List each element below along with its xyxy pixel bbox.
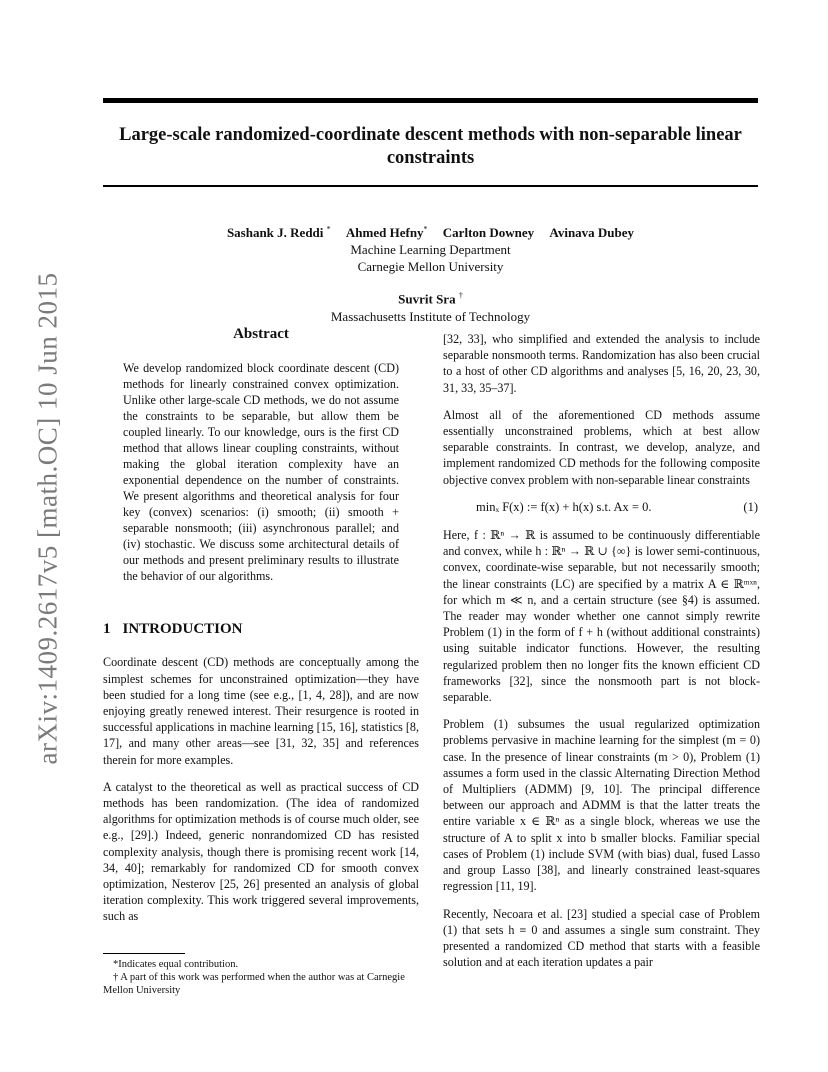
right-paragraph-3: Here, f : ℝⁿ → ℝ is assumed to be continuously differentiable and convex, while h : ℝⁿ → ℝ ∪ {∞} is lower semi-continuous, convex, coordinate-wise separable, but not necessarily smooth; the linear constraints (LC) are specified by a matrix A ∈ ℝᵐˣⁿ, for which m ≪ n, and a certain structure (see §4) is assumed. The reader may wonder whether one cannot simply rewrite Problem (1) in the form of f + h (without additional constraints) using suitable indicator functions. However, the resulting regularized problem then no longer fits the known efficient CD frameworks [32], since the nonsmooth part is not block-separable.: [443, 528, 760, 705]
abstract-text: We develop randomized block coordinate descent (CD) methods for linearly constrained convex optimization. Unlike other large-scale CD methods, we do not assume the constraints to be separable, but allow them be coupled linearly. To our knowledge, ours is the first CD method that allows linear coupling constraints, without making the global iteration complexity have an exponential dependence on the number of constraints. We present algorithms and theoretical analysis for four key (convex) scenarios: (i) smooth; (ii) smooth + separable nonsmooth; (iii) asynchronous parallel; and (iv) stochastic. We discuss some architectural details of our methods and present preliminary results to illustrate the behavior of our algorithms.: [123, 361, 399, 584]
section-title: INTRODUCTION: [122, 621, 243, 638]
affiliation-university-2: Massachusetts Institute of Technology: [330, 308, 531, 324]
title-line-2: constraints: [386, 148, 475, 168]
right-paragraph-2: Almost all of the aforementioned CD methods assume essentially unconstrained problems, which at best allow separable constraints. In contrast, we develop, analyze, and implement randomized CD methods for the following composite objective convex problem with non-separable linear constraints: [443, 407, 760, 487]
author-names-row: [103, 221, 758, 241]
author-5: Suvrit Sra †: [398, 291, 463, 307]
section-heading-introduction: [103, 621, 419, 637]
right-paragraph-5: Recently, Necoara et al. [23] studied a special case of Problem (1) that sets h ≡ 0 and assumes a single sum constraint. They presented a randomized CD method that starts with a feasible solution and at each iteration updates a pair: [443, 906, 760, 970]
title-rule-bottom: [103, 185, 758, 187]
equation-text: minₓ F(x) := f(x) + h(x) s.t. Ax = 0.: [476, 499, 652, 514]
arxiv-identifier: arXiv:1409.2617v5 [math.OC] 10 Jun 2015: [32, 272, 63, 764]
author-2: Ahmed Hefny*: [345, 225, 428, 241]
author-1: Sashank J. Reddi *: [226, 225, 331, 241]
author-block: [103, 221, 758, 325]
intro-paragraph-1: Coordinate descent (CD) methods are conceptually among the simplest schemes for unconstrained optimization—they have been studied for a long time (see e.g., [1, 4, 28]), and are now enjoying greatly renewed interest. Their resurgence is rooted in successful applications in machine learning [15, 16], statistics [8, 17], and many other areas—see [31, 32, 35] and references therein for more examples.: [103, 655, 419, 767]
footnote-rule: [103, 953, 185, 954]
author-4: Avinava Dubey: [549, 225, 635, 241]
arxiv-side-stamp: [22, 268, 74, 768]
footnote-1: *Indicates equal contribution.: [113, 959, 239, 970]
footnote-2: † A part of this work was performed when the author was at Carnegie Mellon University: [103, 972, 405, 996]
section-number: 1: [103, 621, 111, 638]
footnotes: [103, 953, 419, 997]
title-rule-top: [103, 98, 758, 103]
author-3: Carlton Downey: [442, 225, 535, 241]
left-column: [103, 326, 419, 936]
abstract-heading: Abstract: [233, 326, 289, 342]
affiliation-department: Machine Learning Department: [350, 242, 511, 258]
right-paragraph-4: Problem (1) subsumes the usual regularized optimization problems pervasive in machine learning for the simplest (m = 0) case. In the presence of linear constraints (m > 0), Problem (1) assumes a form used in the classic Alternating Direction Method of Multipliers (ADMM) [9, 10]. The principal difference between our approach and ADMM is that the latter treats the entire variable x ∈ ℝⁿ as a single block, whereas we use the structure of A to split x into b smaller blocks. Familiar special cases of Problem (1) include SVM (with bias) dual, fused Lasso and group Lasso [38], and linearly constrained least-squares regression [11, 19].: [443, 717, 760, 894]
equation-1: [443, 499, 760, 515]
paper-title: [103, 124, 758, 170]
affiliation-university: Carnegie Mellon University: [357, 259, 504, 275]
title-line-1: Large-scale randomized-coordinate descent methods with non-separable linear: [119, 125, 742, 145]
right-column: [443, 331, 760, 981]
equation-number: (1): [743, 499, 758, 514]
right-paragraph-1: [32, 33], who simplified and extended the analysis to include separable nonsmooth terms. Randomization has also been crucial to a host of other CD algorithms and analyses [5, 16, 20, 23, 30, 31, 33, 35–37].: [443, 332, 760, 395]
intro-paragraph-2: A catalyst to the theoretical as well as practical success of CD methods has been randomization. (The idea of randomized algorithms for optimization methods is of course much older, see e.g., [29].) Indeed, generic nonrandomized CD has resisted complexity analysis, though there is promising recent work [14, 34, 40]; remarkably for randomized CD for smooth convex optimization, Nesterov [25, 26] presented an analysis of global iteration complexity. This work triggered several improvements, such as: [103, 779, 419, 924]
